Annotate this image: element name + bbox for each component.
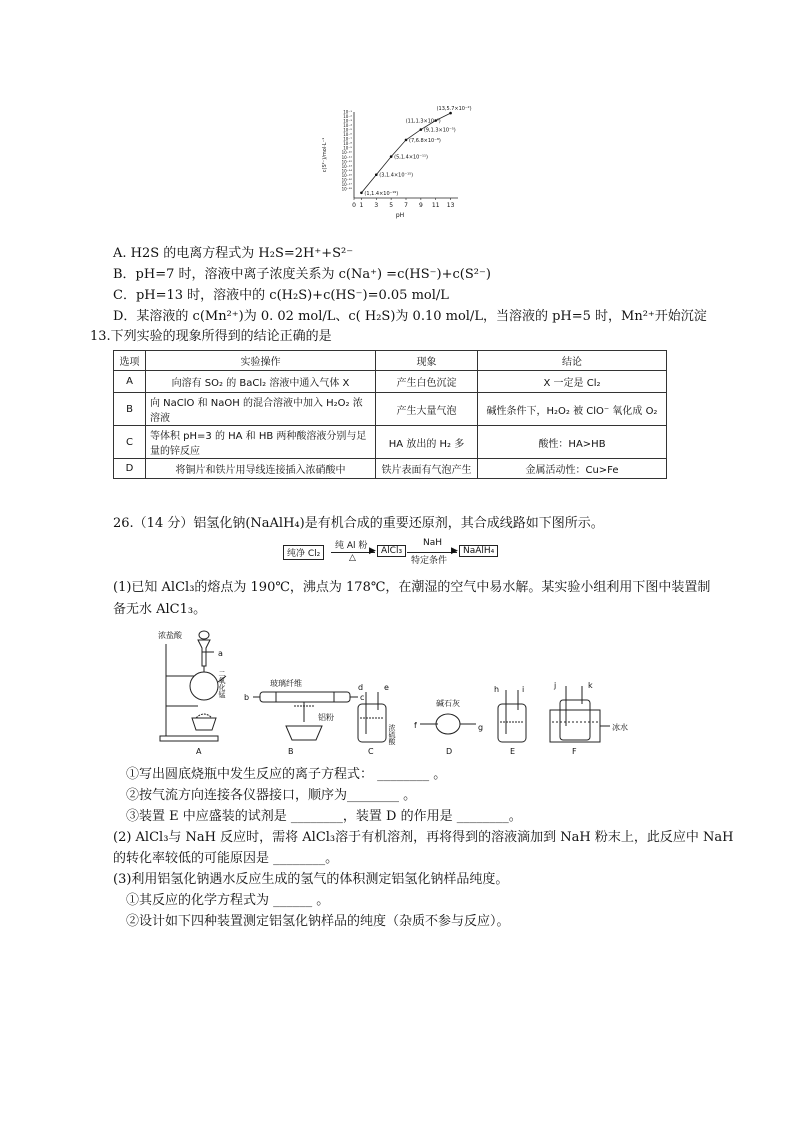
label-j: j [554, 681, 557, 690]
synthesis-route [283, 538, 503, 566]
route-box-alcl3: AlCl₃ [377, 545, 406, 557]
label-soda: 碱石灰 [436, 699, 460, 708]
label-h2so4: 浓硫酸 [388, 724, 396, 745]
apparatus-d [420, 714, 476, 734]
data-label: (9,1.3×10⁻⁵) [423, 127, 456, 134]
x-axis-label: pH [395, 212, 405, 219]
label-hcl: 浓盐酸 [158, 631, 182, 640]
route-arrow1-head: ▶ [369, 546, 376, 556]
name-e: E [510, 747, 516, 756]
y-tick-label: 10⁻² [343, 114, 352, 120]
option-d: D．某溶液的 c(Mn²⁺)为 0. 02 mol/L、c( H₂S)为 0.10 mol/L，当溶液的 pH=5 时，Mn²⁺开始沉淀 [113, 309, 707, 324]
part1-line1: (1)已知 AlCl₃的熔点为 190℃，沸点为 178℃，在潮湿的空气中易水解。某实验小组利用下图中装置制 [113, 580, 711, 595]
label-i: i [522, 685, 525, 694]
label-k: k [588, 681, 593, 690]
s2-concentration-chart [318, 104, 472, 224]
data-label: (7,6.8×10⁻⁸) [409, 137, 441, 144]
x-tick-label: 9 [418, 202, 423, 209]
table-row [114, 426, 667, 459]
table-cell: B [114, 393, 146, 426]
header-cell: 结论 [478, 351, 667, 371]
label-b: b [244, 693, 250, 702]
table-cell: 向溶有 SO₂ 的 BaCl₂ 溶液中通入气体 X [146, 371, 376, 393]
header-cell: 选项 [114, 351, 146, 371]
x-tick-label: 3 [374, 202, 379, 209]
route-arrow2-head: ▶ [451, 546, 458, 556]
x-tick-label: 13 [446, 202, 455, 209]
label-c: c [360, 693, 365, 702]
name-a: A [196, 747, 202, 756]
q2-line2: 的转化率较低的可能原因是 ________。 [113, 851, 339, 866]
x-tick-label: 7 [404, 202, 408, 209]
y-tick-label: 10⁻¹¹ [341, 154, 352, 160]
route-arrow2-bottom: 特定条件 [411, 556, 448, 566]
data-label: (3,1.4×10⁻¹⁵) [379, 172, 414, 179]
x-tick-label: 1 [359, 202, 364, 209]
y-tick-label: 10⁻¹⁶ [341, 177, 352, 183]
option-b: B．pH=7 时，溶液中离子浓度关系为 c(Na⁺) =c(HS⁻)+c(S²⁻) [113, 267, 491, 282]
q3-1: ①其反应的化学方程式为 ______ 。 [126, 893, 330, 908]
label-e: e [384, 683, 389, 692]
y-tick-label: 10⁻¹ [343, 109, 352, 115]
table-row [114, 459, 667, 479]
q3: (3)利用铝氢化钠遇水反应生成的氢气的体积测定铝氢化钠样品纯度。 [113, 872, 509, 887]
y-tick-label: 10⁻¹⁵ [341, 172, 352, 178]
route-arrow2-top: NaH [423, 538, 443, 548]
label-a: a [218, 649, 223, 658]
route-box-cl2: 纯净 Cl₂ [283, 545, 324, 560]
y-axis-label: c(S²⁻)/mol·L⁻¹ [322, 137, 328, 173]
table-cell: 碱性条件下，H₂O₂ 被 ClO⁻ 氧化成 O₂ [478, 393, 667, 426]
table-cell: C [114, 426, 146, 459]
apparatus-a [160, 631, 226, 741]
y-tick-label: 10⁻¹³ [341, 163, 352, 169]
y-tick-label: 10⁻¹⁴ [341, 168, 352, 174]
apparatus-diagram [158, 626, 633, 761]
y-tick-label: 10⁻¹² [341, 159, 352, 165]
x-tick-label: 5 [389, 202, 394, 209]
label-al: 铝粉 [318, 713, 334, 722]
data-point [360, 192, 363, 195]
name-b: B [288, 747, 294, 756]
header-cell: 实验操作 [146, 351, 376, 371]
data-point [420, 128, 423, 131]
table-cell: 金属活动性：Cu>Fe [478, 459, 667, 479]
table-cell: X 一定是 Cl₂ [478, 371, 667, 393]
table-cell: HA 放出的 H₂ 多 [376, 426, 478, 459]
y-tick-label: 10⁻¹⁸ [341, 186, 352, 192]
q1-1: ①写出圆底烧瓶中发生反应的离子方程式： ________ 。 [126, 767, 447, 782]
header-cell: 现象 [376, 351, 478, 371]
table-cell: 产生白色沉淀 [376, 371, 478, 393]
y-tick-label: 10⁻³ [343, 118, 352, 124]
table-header-row [114, 351, 667, 371]
label-ice: 冰水 [612, 723, 628, 732]
table-cell: 等体积 pH=3 的 HA 和 HB 两种酸溶液分别与足量的锌反应 [146, 426, 376, 459]
apparatus-e [498, 690, 526, 742]
question-13-stem: 13.下列实验的现象所得到的结论正确的是 [90, 329, 332, 344]
y-tick-label: 10⁻¹⁰ [341, 150, 352, 156]
table-cell: A [114, 371, 146, 393]
y-tick-label: 10⁻¹⁷ [341, 181, 352, 187]
y-tick-label: 10⁻⁶ [343, 132, 352, 138]
x-tick-label: 0 [352, 202, 356, 209]
question-26-stem: 26.（14 分）铝氢化钠(NaAlH₄)是有机合成的重要还原剂，其合成线路如下图所示。 [113, 516, 604, 531]
y-tick-label: 10⁻⁹ [343, 145, 352, 151]
table-row [114, 393, 667, 426]
apparatus-f [550, 686, 610, 742]
y-tick-label: 10⁻⁵ [343, 127, 352, 133]
data-label: (11,1.3×10⁻³) [405, 118, 441, 125]
data-curve [361, 113, 450, 193]
table-cell: 产生大量气泡 [376, 393, 478, 426]
q1-2: ②按气流方向连接各仪器接口，顺序为________ 。 [126, 788, 417, 803]
table-cell: 铁片表面有气泡产生 [376, 459, 478, 479]
y-tick-label: 10⁻⁴ [343, 123, 352, 129]
option-a: A. H2S 的电离方程式为 H₂S=2H⁺+S²⁻ [113, 246, 354, 261]
name-c: C [368, 747, 374, 756]
label-g: g [478, 723, 484, 732]
data-label: (1,1.4×10⁻¹⁹) [364, 190, 399, 197]
data-point [375, 173, 378, 176]
table-cell: 向 NaClO 和 NaOH 的混合溶液中加入 H₂O₂ 浓溶液 [146, 393, 376, 426]
route-box-naalh4: NaAlH₄ [459, 545, 498, 557]
y-tick-label: 10⁻⁷ [343, 136, 352, 142]
label-glass: 玻璃纤维 [270, 679, 302, 688]
label-h: h [494, 685, 500, 694]
data-point [390, 155, 393, 158]
y-tick-label: 10⁻⁸ [343, 141, 352, 147]
q2-line1: (2) AlCl₃与 NaH 反应时，需将 AlCl₃溶于有机溶剂，再将得到的溶液滴加到 NaH 粉末上，此反应中 NaH [113, 830, 734, 845]
table-cell: 酸性：HA>HB [478, 426, 667, 459]
label-d: d [358, 683, 364, 692]
name-d: D [446, 747, 453, 756]
part1-line2: 备无水 AlC1₃。 [113, 602, 207, 617]
x-tick-label: 11 [431, 202, 440, 209]
data-point [405, 139, 408, 142]
label-mno2: 二氧化锰 [218, 670, 226, 698]
name-f: F [572, 747, 577, 756]
experiment-table [113, 350, 667, 479]
data-label: (13,5.7×10⁻²) [436, 106, 472, 113]
option-c: C．pH=13 时，溶液中的 c(H₂S)+c(HS⁻)=0.05 mol/L [113, 288, 449, 303]
table-cell: D [114, 459, 146, 479]
label-f: f [414, 721, 417, 730]
route-arrow1-top: 纯 Al 粉 [335, 541, 368, 551]
q3-2: ②设计如下四种装置测定铝氢化钠样品的纯度（杂质不参与反应）。 [126, 914, 510, 929]
data-label: (5,1.4×10⁻¹¹) [394, 154, 428, 161]
q1-3: ③装置 E 中应盛装的试剂是 ________，装置 D 的作用是 ________。 [126, 809, 522, 824]
data-point [449, 112, 452, 115]
table-row [114, 371, 667, 393]
table-cell: 将铜片和铁片用导线连接插入浓硝酸中 [146, 459, 376, 479]
apparatus-b [253, 692, 358, 740]
route-arrow1-bottom: △ [349, 553, 356, 563]
